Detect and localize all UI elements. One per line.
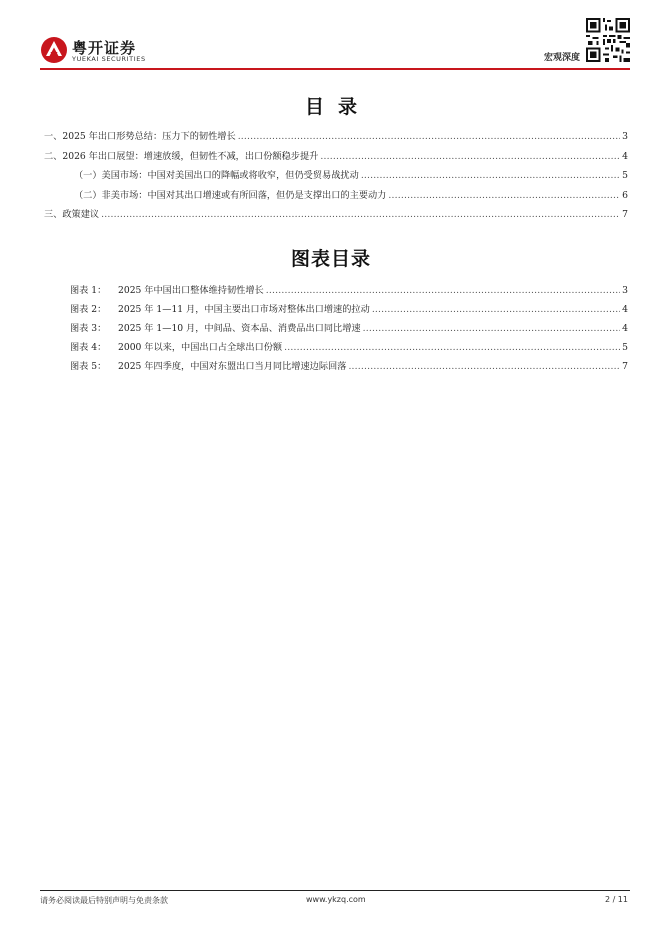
figure-entry-number: 图表 4： bbox=[70, 342, 107, 353]
toc-entry-label: （二）非美市场：中国对其出口增速或有所回落，但仍是支撑出口的主要动力 bbox=[74, 189, 387, 201]
toc-entry-1[interactable] bbox=[44, 127, 628, 147]
leader-dots bbox=[388, 186, 620, 206]
figure-entry-number: 图表 2： bbox=[70, 304, 107, 315]
figure-entry-title: 2025 年 1—11 月，中国主要出口市场对整体出口增速的拉动 bbox=[118, 304, 370, 315]
table-of-contents bbox=[0, 127, 662, 225]
toc-entry-label: 二、2026 年出口展望：增速放缓，但韧性不减，出口份额稳步提升 bbox=[44, 150, 319, 162]
figure-entry-page: 5 bbox=[622, 342, 628, 353]
figure-entry-page: 4 bbox=[622, 304, 628, 315]
toc-title: 目录 bbox=[304, 96, 371, 118]
toc-entry-page: 5 bbox=[622, 170, 628, 182]
yuekai-logo-icon bbox=[40, 36, 68, 64]
logo-english-name: YUEKAI SECURITIES bbox=[72, 55, 146, 63]
leader-dots bbox=[284, 338, 620, 357]
figure-entry-title: 2025 年 1—10 月，中间品、资本品、消费品出口同比增速 bbox=[118, 323, 361, 334]
footer-disclaimer: 请务必阅读最后特别声明与免责条款 bbox=[40, 896, 168, 905]
figure-entry-title: 2025 年四季度，中国对东盟出口当月同比增速边际回落 bbox=[118, 361, 347, 372]
figures-title: 图表目录 bbox=[290, 248, 371, 270]
figure-entry-1[interactable] bbox=[70, 281, 628, 300]
toc-entry-page: 4 bbox=[622, 150, 628, 162]
leader-dots bbox=[320, 147, 620, 167]
footer-divider bbox=[40, 890, 630, 891]
figure-entry-page: 3 bbox=[622, 285, 628, 296]
figure-entry-2[interactable] bbox=[70, 300, 628, 319]
list-of-figures bbox=[0, 281, 662, 376]
figure-entry-title: 2000 年以来，中国出口占全球出口份额 bbox=[118, 342, 283, 353]
company-logo bbox=[40, 36, 170, 66]
page-header bbox=[0, 0, 662, 80]
toc-entry-2-1[interactable] bbox=[74, 166, 628, 186]
footer-website[interactable]: www.ykzq.com bbox=[306, 895, 366, 904]
leader-dots bbox=[101, 205, 620, 225]
leader-dots bbox=[372, 300, 620, 319]
figure-entry-page: 7 bbox=[622, 361, 628, 372]
toc-entry-label: （一）美国市场：中国对美国出口的降幅或将收窄，但仍受贸易战扰动 bbox=[74, 170, 359, 182]
leader-dots bbox=[348, 357, 620, 376]
toc-entry-2-2[interactable] bbox=[74, 186, 628, 206]
figure-entry-page: 4 bbox=[622, 323, 628, 334]
toc-entry-label: 一、2025 年出口形势总结：压力下的韧性增长 bbox=[44, 131, 236, 142]
header-divider bbox=[40, 68, 630, 70]
toc-entry-3[interactable] bbox=[44, 205, 628, 225]
toc-entry-page: 7 bbox=[622, 209, 628, 221]
figure-entry-3[interactable] bbox=[70, 319, 628, 338]
toc-entry-page: 3 bbox=[622, 131, 628, 142]
figure-entry-5[interactable] bbox=[70, 357, 628, 376]
page-number: 2 / 11 bbox=[604, 895, 628, 904]
toc-entry-label: 三、政策建议 bbox=[44, 209, 100, 221]
figure-entry-4[interactable] bbox=[70, 338, 628, 357]
figure-entry-title: 2025 年中国出口整体维持韧性增长 bbox=[118, 285, 264, 296]
qr-code-icon bbox=[586, 18, 630, 62]
leader-dots bbox=[363, 319, 621, 338]
logo-chinese-name: 粤开证券 bbox=[72, 39, 137, 57]
leader-dots bbox=[266, 281, 620, 300]
toc-entry-2[interactable] bbox=[44, 147, 628, 167]
leader-dots bbox=[238, 127, 620, 147]
figure-entry-number: 图表 3： bbox=[70, 323, 107, 334]
leader-dots bbox=[361, 166, 620, 186]
figure-entry-number: 图表 1： bbox=[70, 285, 107, 296]
figure-entry-number: 图表 5： bbox=[70, 361, 107, 372]
toc-entry-page: 6 bbox=[622, 189, 628, 201]
report-category: 宏观深度 bbox=[543, 53, 580, 63]
